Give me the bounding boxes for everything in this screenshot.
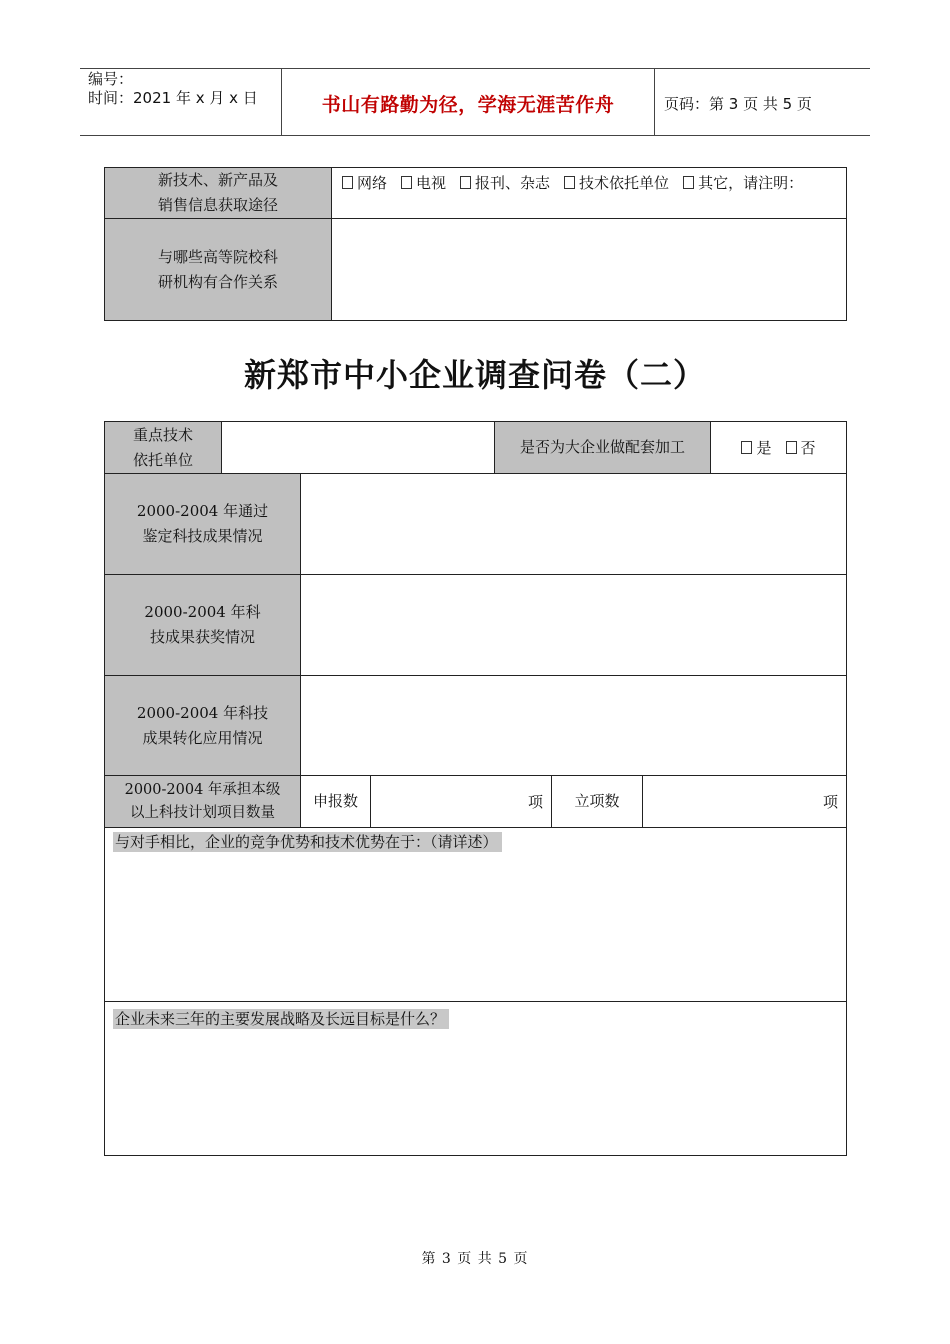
cooperation-label: 与哪些高等院校科 研机构有合作关系 <box>104 218 332 321</box>
awards-label: 2000-2004 年科 技成果获奖情况 <box>104 574 301 676</box>
cooperation-field[interactable] <box>331 218 847 321</box>
unit-label: 项 <box>527 793 543 811</box>
advantage-section[interactable] <box>104 827 847 1002</box>
approved-field[interactable] <box>642 775 847 828</box>
key-tech-unit-field[interactable] <box>221 421 495 474</box>
option-tv[interactable]: 电视 <box>401 172 446 193</box>
header-page-number: 页码：第 3 页 共 5 页 <box>664 95 812 113</box>
option-newspaper[interactable]: 报刊、杂志 <box>460 172 550 193</box>
strategy-section[interactable] <box>104 1001 847 1156</box>
checkbox-icon[interactable] <box>786 441 797 454</box>
strategy-question: 企业未来三年的主要发展战略及长远目标是什么？ <box>113 1009 449 1029</box>
option-other[interactable]: 其它，请注明： <box>683 172 803 193</box>
header-meta <box>88 70 258 108</box>
header-top-rule <box>80 68 870 69</box>
unit-label: 项 <box>822 793 838 811</box>
approved-label: 立项数 <box>551 775 643 828</box>
option-no[interactable]: 否 <box>786 437 816 458</box>
info-channel-label: 新技术、新产品及 销售信息获取途径 <box>104 167 332 219</box>
date-label: 时间：2021 年 x 月 x 日 <box>88 89 258 107</box>
key-tech-unit-label: 重点技术 依托单位 <box>104 421 222 474</box>
option-tech-partner[interactable]: 技术依托单位 <box>564 172 669 193</box>
info-channel-options <box>331 167 847 219</box>
declared-label: 申报数 <box>300 775 371 828</box>
transform-label: 2000-2004 年科技 成果转化应用情况 <box>104 675 301 776</box>
serial-number-label: 编号： <box>88 70 134 88</box>
header-bottom-rule <box>80 135 870 136</box>
transform-field[interactable] <box>300 675 847 776</box>
checkbox-icon[interactable] <box>401 176 412 189</box>
checkbox-icon[interactable] <box>683 176 694 189</box>
header-divider <box>654 68 655 136</box>
awards-field[interactable] <box>300 574 847 676</box>
checkbox-icon[interactable] <box>741 441 752 454</box>
option-yes[interactable]: 是 <box>741 437 771 458</box>
page-title: 新郑市中小企业调查问卷（二） <box>243 356 706 394</box>
declared-field[interactable] <box>370 775 552 828</box>
supporting-processing-label: 是否为大企业做配套加工 <box>494 421 711 474</box>
appraisal-label: 2000-2004 年通过 鉴定科技成果情况 <box>104 473 301 575</box>
projects-label: 2000-2004 年承担本级 以上科技计划项目数量 <box>104 775 301 828</box>
checkbox-icon[interactable] <box>342 176 353 189</box>
checkbox-icon[interactable] <box>564 176 575 189</box>
appraisal-field[interactable] <box>300 473 847 575</box>
header-motto: 书山有路勤为径，学海无涯苦作舟 <box>321 94 615 116</box>
checkbox-icon[interactable] <box>460 176 471 189</box>
footer-page-number: 第 3 页 共 5 页 <box>421 1251 529 1267</box>
supporting-processing-options <box>710 421 847 474</box>
advantage-question: 与对手相比，企业的竞争优势和技术优势在于：（请详述） <box>113 832 502 852</box>
option-network[interactable]: 网络 <box>342 172 387 193</box>
